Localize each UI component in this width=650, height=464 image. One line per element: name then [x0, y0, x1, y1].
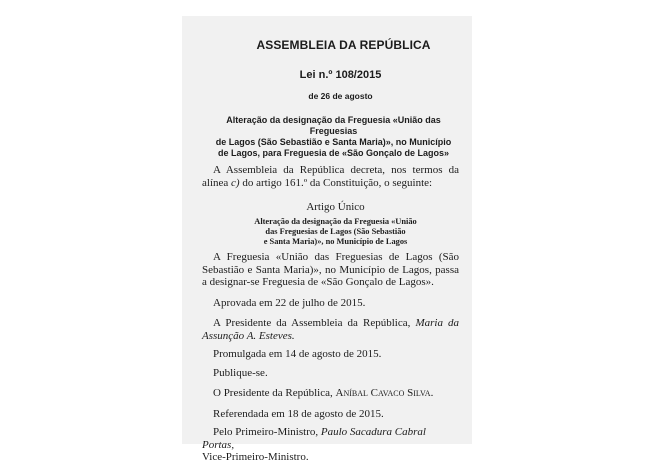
publish-notice: Publique-se.: [213, 366, 268, 379]
document-page: [182, 16, 472, 463]
article-heading: Artigo Único: [306, 201, 365, 213]
intro-text-1: A Assembleia da República decreta, nos termos da alínea: [202, 164, 459, 189]
assembly-president-name: Maria da Assunção A. Esteves.: [202, 317, 460, 342]
law-number: Lei n.º 108/2015: [299, 69, 382, 81]
article-body: A Freguesia «União das Freguesias de Lagos (São Sebastião e Santa Maria)», no Município de Lagos, passa a designar-se Freguesia de «São Gonçalo de Lagos».: [202, 251, 459, 288]
intro-letter: c): [231, 176, 240, 189]
assembly-president-signature: [202, 317, 459, 342]
summary-line-3: de Lagos, para Freguesia de «São Gonçalo de Lagos»: [217, 148, 450, 158]
promulgated-date: Promulgada em 14 de agosto de 2015.: [213, 348, 382, 360]
assembly-president-prefix: A Presidente da Assembleia da República,: [213, 317, 416, 329]
republic-president-name: Aníbal Cavaco Silva.: [335, 387, 434, 399]
law-date: de 26 de agosto: [308, 91, 373, 101]
intro-paragraph: [202, 164, 459, 189]
article-title-line-3: e Santa Maria)», no Município de Lagos: [263, 237, 408, 246]
prime-minister-signature: [202, 426, 459, 464]
summary-line-1: Alteração da designação da Freguesia «União das Freguesias: [226, 115, 441, 136]
summary-line-2: de Lagos (São Sebastião e Santa Maria)», no Município: [215, 137, 452, 147]
republic-president-prefix: O Presidente da República,: [213, 387, 336, 399]
referenced-date: Referendada em 18 de agosto de 2015.: [213, 407, 384, 420]
intro-text-2: do artigo 161.º da Constituição, o seguinte:: [239, 176, 433, 189]
article-title-line-2: das Freguesias de Lagos (São Sebastião: [265, 227, 406, 236]
approved-date: Aprovada em 22 de julho de 2015.: [213, 296, 366, 309]
prime-minister-prefix: Pelo Primeiro-Ministro,: [213, 426, 321, 438]
prime-minister-name: Paulo Sacadura Cabral Portas,: [202, 426, 426, 451]
prime-minister-role: Vice-Primeiro-Ministro.: [202, 451, 309, 463]
prime-minister-line: [202, 426, 459, 451]
republic-president-signature: [202, 387, 459, 400]
article-title-line-1: Alteração da designação da Freguesia «União: [254, 217, 417, 226]
assembly-heading: ASSEMBLEIA DA REPÚBLICA: [256, 38, 431, 52]
article-title: [212, 217, 459, 247]
law-summary: [208, 115, 459, 159]
